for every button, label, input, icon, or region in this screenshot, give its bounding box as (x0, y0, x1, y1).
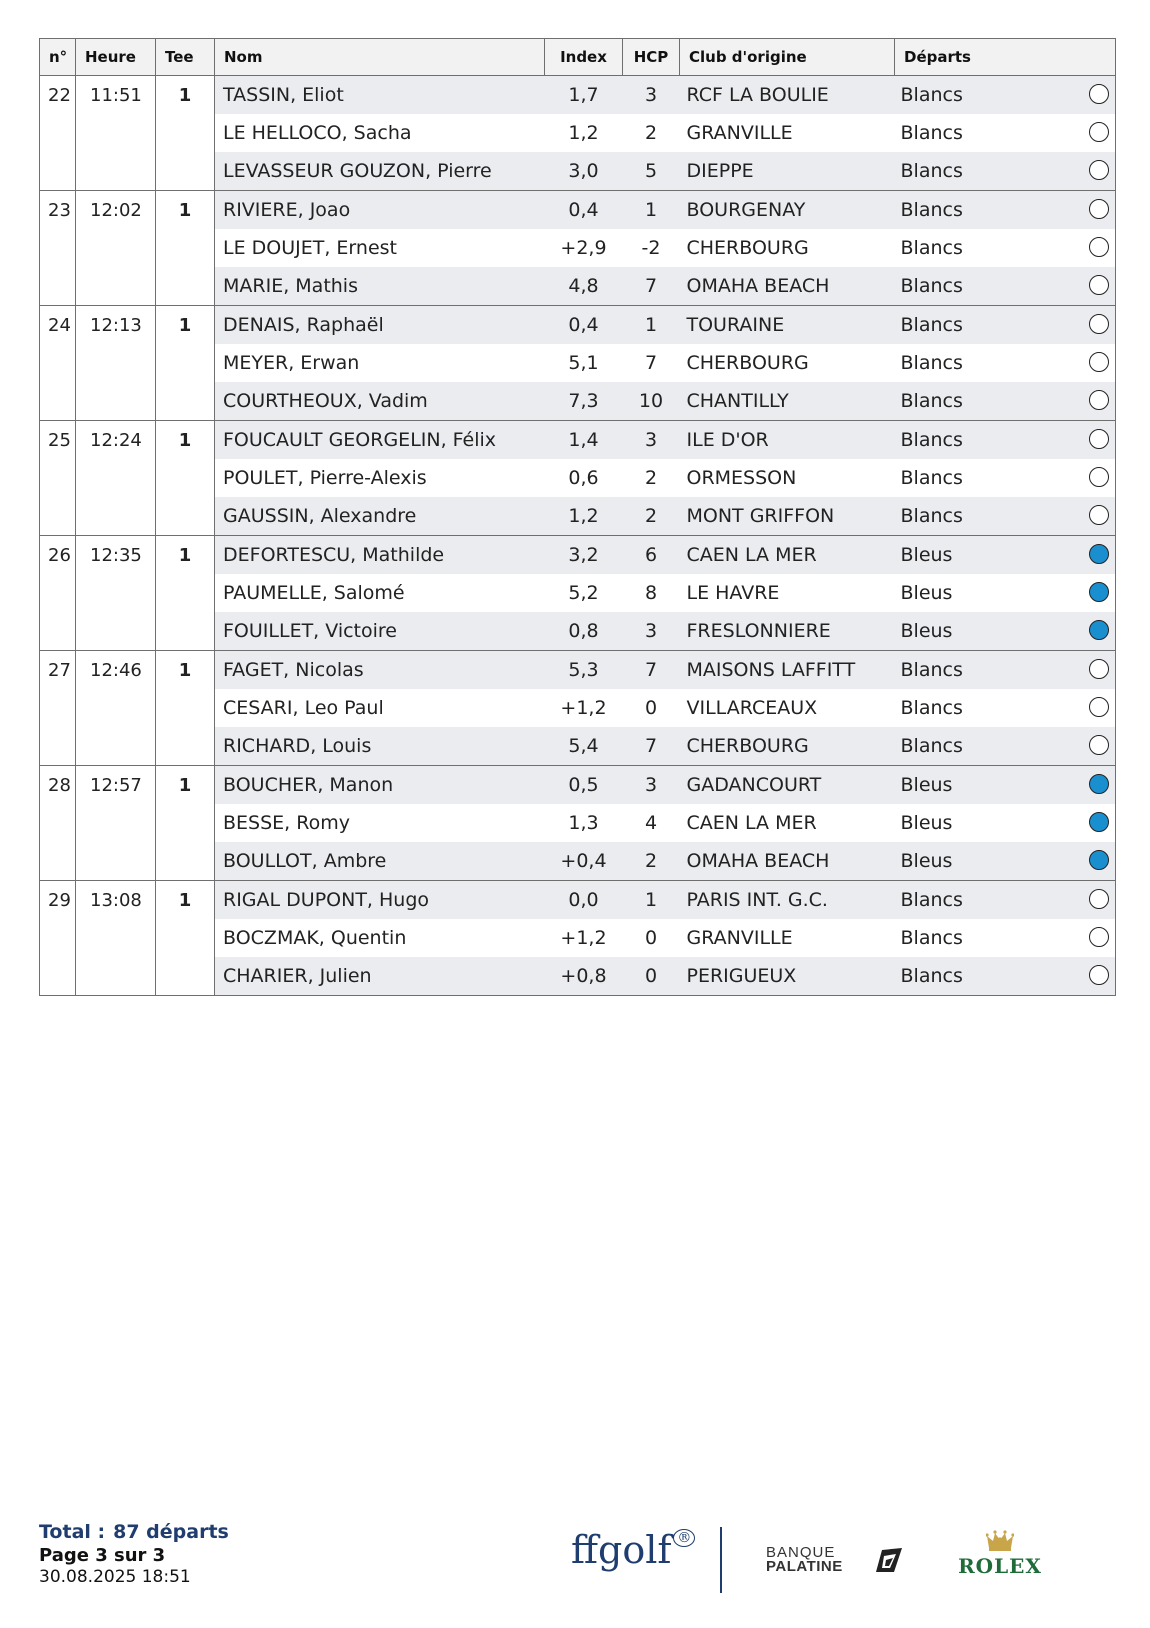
header-tee: Tee (156, 39, 215, 76)
player-name: CESARI, Leo Paul (215, 689, 545, 727)
banque-palatine-line1: BANQUE (766, 1544, 836, 1561)
player-hcp: 3 (623, 421, 680, 460)
player-hcp: 1 (623, 191, 680, 230)
tee-marker-icon (1089, 812, 1109, 832)
player-tee-color (895, 459, 1116, 497)
tee-color-label: Blancs (900, 122, 963, 144)
player-index: 3,2 (545, 536, 623, 575)
total-line (39, 1521, 229, 1543)
table-row (40, 306, 1116, 345)
player-name: DENAIS, Raphaël (215, 306, 545, 345)
ffgolf-wordmark: ffgolf (571, 1528, 672, 1572)
table-row (40, 421, 1116, 460)
tee-color-label: Blancs (900, 735, 963, 757)
tee-color-label: Bleus (900, 774, 953, 796)
group-number: 28 (40, 766, 76, 881)
total-value: 87 départs (113, 1521, 229, 1543)
player-tee-color (895, 344, 1116, 382)
player-tee-color (895, 191, 1116, 230)
player-club: DIEPPE (680, 152, 895, 191)
player-club: CHANTILLY (680, 382, 895, 421)
tee-marker-icon (1089, 390, 1109, 410)
group-tee: 1 (156, 76, 215, 191)
player-name: GAUSSIN, Alexandre (215, 497, 545, 536)
group-tee: 1 (156, 306, 215, 421)
tee-color-label: Blancs (900, 429, 963, 451)
player-hcp: 5 (623, 152, 680, 191)
player-club: CHERBOURG (680, 727, 895, 766)
tee-marker-icon (1089, 352, 1109, 372)
player-hcp: 7 (623, 267, 680, 306)
player-tee-color (895, 651, 1116, 690)
tee-marker-icon (1089, 582, 1109, 602)
group-time: 12:35 (76, 536, 156, 651)
tee-marker-icon (1089, 160, 1109, 180)
tee-marker-icon (1089, 774, 1109, 794)
player-club: MONT GRIFFON (680, 497, 895, 536)
player-tee-color (895, 957, 1116, 996)
player-name: POULET, Pierre-Alexis (215, 459, 545, 497)
header-heure: Heure (76, 39, 156, 76)
player-index: +2,9 (560, 237, 607, 259)
group-tee: 1 (156, 191, 215, 306)
ffgolf-logo (571, 1528, 695, 1572)
table-row (40, 881, 1116, 920)
player-hcp: 1 (623, 306, 680, 345)
group-number: 27 (40, 651, 76, 766)
player-index: +1,2 (560, 927, 607, 949)
tee-marker-icon (1089, 237, 1109, 257)
group-time: 12:02 (76, 191, 156, 306)
player-index: 0,4 (545, 191, 623, 230)
group-number: 26 (40, 536, 76, 651)
rolex-wordmark: ROLEX (958, 1554, 1042, 1578)
player-club: CAEN LA MER (686, 812, 817, 834)
player-name: BOCZMAK, Quentin (215, 919, 545, 957)
player-tee-color (895, 76, 1116, 115)
player-tee-color (895, 919, 1116, 957)
header-nom: Nom (215, 39, 545, 76)
player-club: OMAHA BEACH (680, 842, 895, 881)
group-number: 22 (40, 76, 76, 191)
group-time: 12:57 (76, 766, 156, 881)
player-club: BOURGENAY (680, 191, 895, 230)
player-name: LE DOUJET, Ernest (215, 229, 545, 267)
player-hcp: -2 (641, 237, 661, 259)
group-time: 12:46 (76, 651, 156, 766)
table-row (40, 536, 1116, 575)
tee-marker-icon (1089, 965, 1109, 985)
tee-color-label: Blancs (900, 659, 963, 681)
player-name: COURTHEOUX, Vadim (215, 382, 545, 421)
group-tee: 1 (156, 421, 215, 536)
tee-marker-icon (1089, 927, 1109, 947)
player-club: ILE D'OR (680, 421, 895, 460)
tee-color-label: Blancs (900, 505, 963, 527)
player-hcp: 3 (623, 76, 680, 115)
player-hcp: 7 (623, 727, 680, 766)
logo-divider (720, 1527, 722, 1593)
tee-color-label: Blancs (900, 927, 963, 949)
player-index: 1,2 (545, 497, 623, 536)
player-tee-color (895, 689, 1116, 727)
player-hcp: 0 (623, 957, 680, 996)
tee-marker-icon (1089, 620, 1109, 640)
player-hcp: 8 (644, 582, 658, 604)
player-club: CHERBOURG (686, 237, 809, 259)
tee-marker-icon (1089, 199, 1109, 219)
tee-marker-icon (1089, 850, 1109, 870)
player-hcp: 2 (644, 122, 658, 144)
tee-marker-icon (1089, 122, 1109, 142)
player-name: FAGET, Nicolas (215, 651, 545, 690)
player-club: ORMESSON (686, 467, 797, 489)
player-index: 5,3 (545, 651, 623, 690)
player-tee-color (895, 881, 1116, 920)
player-index: +1,2 (560, 697, 607, 719)
group-number: 25 (40, 421, 76, 536)
player-index: 5,1 (568, 352, 599, 374)
player-index: 0,6 (568, 467, 599, 489)
group-tee: 1 (156, 651, 215, 766)
player-name: BESSE, Romy (215, 804, 545, 842)
player-index: 5,2 (568, 582, 599, 604)
tee-color-label: Bleus (900, 544, 953, 566)
player-club: VILLARCEAUX (686, 697, 818, 719)
player-index: +0,4 (545, 842, 623, 881)
tee-marker-icon (1089, 735, 1109, 755)
player-name: LE HELLOCO, Sacha (215, 114, 545, 152)
player-tee-color (895, 536, 1116, 575)
player-tee-color (895, 612, 1116, 651)
player-club: GRANVILLE (686, 927, 793, 949)
tee-color-label: Bleus (900, 812, 953, 834)
player-hcp: 0 (644, 927, 658, 949)
player-name: TASSIN, Eliot (215, 76, 545, 115)
player-name: BOUCHER, Manon (215, 766, 545, 805)
player-name: DEFORTESCU, Mathilde (215, 536, 545, 575)
rolex-logo (955, 1530, 1045, 1578)
player-name: MARIE, Mathis (215, 267, 545, 306)
player-club: GADANCOURT (680, 766, 895, 805)
tee-color-label: Blancs (900, 275, 963, 297)
player-index: 7,3 (545, 382, 623, 421)
player-hcp: 1 (623, 881, 680, 920)
player-club: FRESLONNIERE (680, 612, 895, 651)
player-hcp: 3 (623, 612, 680, 651)
player-club: LE HAVRE (686, 582, 780, 604)
player-club: PERIGUEUX (680, 957, 895, 996)
tee-marker-icon (1089, 84, 1109, 104)
table-row (40, 76, 1116, 115)
player-hcp: 2 (644, 467, 658, 489)
print-timestamp: 30.08.2025 18:51 (39, 1567, 191, 1587)
page-indicator: Page 3 sur 3 (39, 1545, 166, 1566)
player-club: OMAHA BEACH (680, 267, 895, 306)
table-row (40, 651, 1116, 690)
player-club: PARIS INT. G.C. (680, 881, 895, 920)
player-name: RIGAL DUPONT, Hugo (215, 881, 545, 920)
player-club: GRANVILLE (686, 122, 793, 144)
player-index: 0,0 (545, 881, 623, 920)
player-tee-color (895, 267, 1116, 306)
group-tee: 1 (156, 881, 215, 996)
group-time: 13:08 (76, 881, 156, 996)
player-hcp: 2 (623, 842, 680, 881)
header-hcp: HCP (623, 39, 680, 76)
group-tee: 1 (156, 536, 215, 651)
group-number: 29 (40, 881, 76, 996)
player-tee-color (895, 152, 1116, 191)
palatine-emblem-icon (874, 1546, 904, 1574)
player-index: 1,7 (545, 76, 623, 115)
tee-marker-icon (1089, 275, 1109, 295)
header-departs: Départs (895, 39, 1116, 76)
tee-marker-icon (1089, 467, 1109, 487)
group-number: 24 (40, 306, 76, 421)
header-n: n° (40, 39, 76, 76)
player-index: 0,5 (545, 766, 623, 805)
player-hcp: 6 (623, 536, 680, 575)
player-club: CAEN LA MER (680, 536, 895, 575)
tee-color-label: Blancs (900, 84, 963, 106)
table-body (40, 76, 1116, 996)
player-hcp: 4 (644, 812, 658, 834)
player-index: 1,2 (568, 122, 599, 144)
tee-color-label: Blancs (900, 352, 963, 374)
player-index: +0,8 (545, 957, 623, 996)
player-name: FOUILLET, Victoire (215, 612, 545, 651)
group-time: 12:13 (76, 306, 156, 421)
tee-marker-icon (1089, 697, 1109, 717)
player-tee-color (895, 421, 1116, 460)
player-tee-color (895, 766, 1116, 805)
player-club: CHERBOURG (686, 352, 809, 374)
banque-palatine-line2: PALATINE (766, 1558, 843, 1575)
player-name: CHARIER, Julien (215, 957, 545, 996)
player-tee-color (895, 229, 1116, 267)
tee-color-label: Blancs (900, 199, 963, 221)
tee-color-label: Blancs (900, 467, 963, 489)
player-name: RICHARD, Louis (215, 727, 545, 766)
player-tee-color (895, 382, 1116, 421)
header-club: Club d'origine (680, 39, 895, 76)
player-club: RCF LA BOULIE (680, 76, 895, 115)
tee-marker-icon (1089, 429, 1109, 449)
player-tee-color (895, 306, 1116, 345)
player-hcp: 2 (623, 497, 680, 536)
player-name: MEYER, Erwan (215, 344, 545, 382)
player-index: 0,4 (545, 306, 623, 345)
player-index: 1,3 (568, 812, 599, 834)
tee-color-label: Blancs (900, 889, 963, 911)
player-index: 5,4 (545, 727, 623, 766)
player-tee-color (895, 574, 1116, 612)
tee-marker-icon (1089, 659, 1109, 679)
tee-color-label: Blancs (900, 314, 963, 336)
tee-color-label: Blancs (900, 965, 963, 987)
table-row (40, 766, 1116, 805)
player-name: BOULLOT, Ambre (215, 842, 545, 881)
player-hcp: 0 (644, 697, 658, 719)
header-index: Index (545, 39, 623, 76)
player-tee-color (895, 727, 1116, 766)
tee-color-label: Bleus (900, 620, 953, 642)
group-number: 23 (40, 191, 76, 306)
player-name: PAUMELLE, Salomé (215, 574, 545, 612)
tee-color-label: Blancs (900, 160, 963, 182)
total-label: Total : (39, 1521, 106, 1543)
player-name: FOUCAULT GEORGELIN, Félix (215, 421, 545, 460)
player-tee-color (895, 842, 1116, 881)
player-tee-color (895, 114, 1116, 152)
tee-marker-icon (1089, 544, 1109, 564)
tee-color-label: Bleus (900, 850, 953, 872)
start-list-table (39, 38, 1116, 996)
footer-info (39, 1521, 229, 1587)
group-time: 11:51 (76, 76, 156, 191)
tee-color-label: Blancs (900, 390, 963, 412)
tee-color-label: Bleus (900, 582, 953, 604)
player-name: LEVASSEUR GOUZON, Pierre (215, 152, 545, 191)
tee-marker-icon (1089, 505, 1109, 525)
ffgolf-mark: ® (673, 1529, 695, 1547)
table-header-row (40, 39, 1116, 76)
banque-palatine-logo (766, 1546, 901, 1574)
player-tee-color (895, 804, 1116, 842)
group-time: 12:24 (76, 421, 156, 536)
player-index: 3,0 (545, 152, 623, 191)
crown-icon (986, 1530, 1014, 1552)
player-hcp: 10 (623, 382, 680, 421)
player-index: 1,4 (545, 421, 623, 460)
player-hcp: 7 (623, 651, 680, 690)
tee-color-label: Blancs (900, 697, 963, 719)
player-name: RIVIERE, Joao (215, 191, 545, 230)
tee-marker-icon (1089, 889, 1109, 909)
player-club: MAISONS LAFFITT (680, 651, 895, 690)
player-hcp: 3 (623, 766, 680, 805)
table-row (40, 191, 1116, 230)
tee-marker-icon (1089, 314, 1109, 334)
player-index: 0,8 (545, 612, 623, 651)
player-index: 4,8 (545, 267, 623, 306)
group-tee: 1 (156, 766, 215, 881)
tee-color-label: Blancs (900, 237, 963, 259)
player-club: TOURAINE (680, 306, 895, 345)
player-tee-color (895, 497, 1116, 536)
player-hcp: 7 (644, 352, 658, 374)
